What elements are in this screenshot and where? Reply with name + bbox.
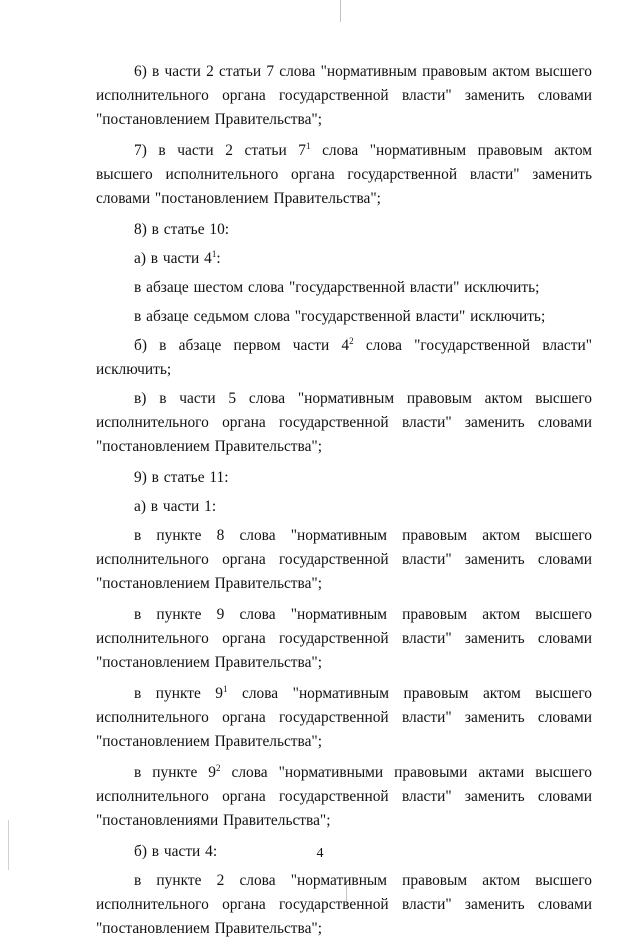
- superscript: 1: [223, 684, 228, 694]
- scan-artifact-left: [8, 820, 9, 870]
- paragraph-item-8a: [96, 247, 592, 271]
- paragraph-text: слова "нормативными правовыми актами высшего исполнительного органа государственной власти" заменить словами "постановлениями Правительства";: [96, 764, 592, 829]
- paragraph-item-9a-1: в пункте 8 слова "нормативным правовым актом высшего исполнительного органа государственной власти" заменить словами "постановлением Правительства";: [96, 527, 592, 592]
- paragraph-text: в пункте 9: [134, 764, 216, 781]
- paragraph-item-8a-2: в абзаце седьмом слова "государственной власти" исключить;: [134, 308, 546, 325]
- paragraph-text: б) в абзаце первом части 4: [134, 337, 350, 354]
- paragraph-item-9a-4: [96, 761, 592, 833]
- paragraph-text: а) в части 4: [134, 250, 212, 267]
- paragraph-text: слова "нормативным правовым актом высшего исполнительного органа государственной власти" заменить словами "постановлением Правительства";: [96, 142, 592, 207]
- paragraph-item-9: 9) в статье 11:: [134, 469, 229, 486]
- paragraph-item-8: 8) в статье 10:: [134, 221, 230, 238]
- paragraph-text: слова "государственной власти" исключить;: [96, 337, 592, 378]
- paragraph-text: слова "нормативным правовым актом высшего исполнительного органа государственной власти" заменить словами "постановлением Правительства";: [96, 685, 592, 750]
- superscript: 1: [305, 141, 311, 151]
- superscript: 1: [211, 249, 217, 259]
- paragraph-item-8a-1: в абзаце шестом слова "государственной власти" исключить;: [134, 279, 540, 296]
- paragraph-text: :: [216, 250, 221, 267]
- paragraph-item-9a: а) в части 1:: [134, 498, 217, 515]
- paragraph-item-9b-1: в пункте 2 слова "нормативным правовым актом высшего исполнительного органа государственной власти" заменить словами "постановлением Правительства";: [96, 872, 592, 937]
- paragraph-text: в пункте 9: [134, 685, 224, 702]
- page-number: 4: [316, 846, 324, 861]
- paragraph-item-8b: [96, 334, 592, 382]
- paragraph-item-9b: б) в части 4:: [134, 843, 218, 860]
- paragraph-item-6: 6) в части 2 статьи 7 слова "нормативным правовым актом высшего исполнительного органа государственной власти" заменить словами "постановлением Правительства";: [96, 63, 592, 128]
- superscript: 2: [216, 763, 221, 773]
- paragraph-text: 7) в части 2 статьи 7: [134, 142, 306, 159]
- paragraph-item-8c: в) в части 5 слова "нормативным правовым актом высшего исполнительного органа государственной власти" заменить словами "постановлением Правительства";: [96, 390, 592, 455]
- superscript: 2: [349, 336, 354, 346]
- scan-artifact-top: [340, 0, 341, 22]
- paragraph-item-9a-2: в пункте 9 слова "нормативным правовым актом высшего исполнительного органа государственной власти" заменить словами "постановлением Правительства";: [96, 606, 592, 671]
- paragraph-item-9a-3: [96, 682, 592, 754]
- paragraph-item-7: [96, 139, 592, 211]
- document-body: [96, 60, 592, 948]
